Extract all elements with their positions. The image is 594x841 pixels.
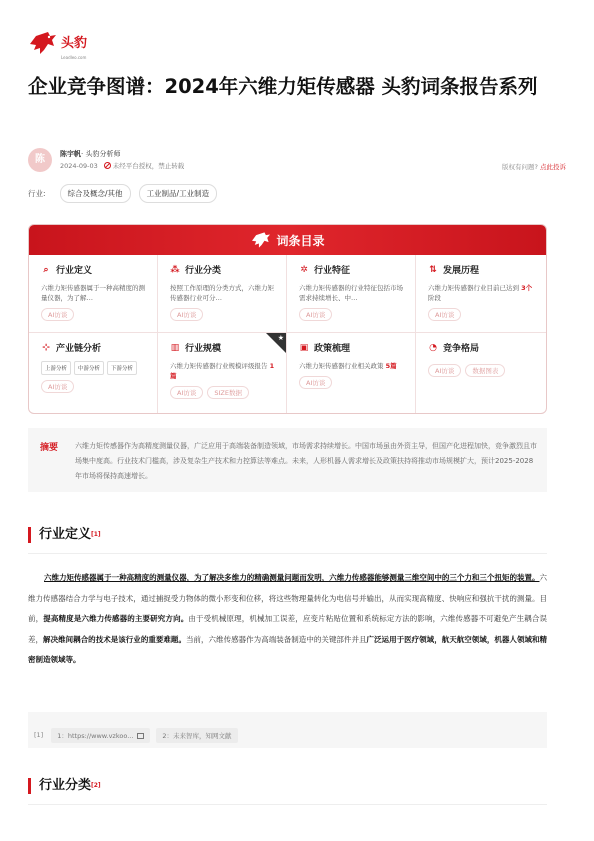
copyright-report	[502, 162, 566, 171]
toc-cell-title: 行业分类	[185, 266, 222, 276]
report-count: 1篇	[170, 362, 275, 380]
toc-cell-desc: 按照工作原理的分类方式，六维力矩传感器行业可分…	[170, 284, 274, 302]
classification-icon: ⁂	[170, 264, 180, 275]
summary-label: 摘要	[40, 443, 59, 453]
history-icon: ⇅	[429, 264, 437, 275]
ai-interview-button[interactable]: AI访谈	[170, 308, 203, 321]
industry-tag[interactable]: 工业制品/工业制造	[139, 184, 218, 203]
summary-box	[28, 428, 547, 492]
author-name-line	[60, 149, 120, 159]
feature-icon: ✲	[300, 264, 308, 275]
leopard-icon	[250, 231, 272, 249]
industry-row	[28, 184, 225, 202]
toc-cell-definition[interactable]	[29, 255, 158, 333]
toc-cell-competition[interactable]	[416, 333, 547, 413]
definition-icon: ⌕	[43, 264, 49, 275]
report-title: 企业竞争图谱：2024年六维力矩传感器 头豹词条报告系列	[28, 75, 538, 98]
toc-cell-classification[interactable]	[158, 255, 287, 333]
ai-interview-button[interactable]: AI访谈	[428, 364, 461, 377]
scale-icon: ▥	[170, 342, 180, 353]
toc-grid	[29, 255, 546, 413]
reference-bar	[28, 712, 547, 748]
upstream-tag[interactable]: 上游分析	[41, 361, 71, 375]
industry-label: 行业:	[28, 188, 46, 198]
toc-header	[29, 225, 546, 255]
toc-cell-title: 行业规模	[185, 344, 222, 354]
section-heading-definition: 行业定义[1]	[28, 527, 101, 543]
toc-cell-desc: 六维力矩传感器行业规模评级报告 1篇	[170, 362, 275, 380]
data-chart-button[interactable]: 数据图表	[465, 364, 505, 377]
toc-cell-desc: 六维力矩传感器属于一种高精度的测量仪器，为了解…	[41, 284, 145, 302]
ai-interview-button[interactable]: AI访谈	[299, 308, 332, 321]
size-data-button[interactable]: SIZE数据	[207, 386, 249, 399]
copyright-notice: 未经平台授权，禁止转载	[112, 162, 185, 170]
leopard-logo-icon	[28, 30, 58, 56]
toc-cell-title: 产业链分析	[56, 344, 102, 354]
toc-cell-title: 行业特征	[314, 266, 351, 276]
toc-cell-desc: 六维力矩传感器的行业特征包括市场需求持续增长、中…	[299, 284, 403, 302]
toc-cell-title: 行业定义	[56, 266, 93, 276]
toc-panel	[28, 224, 547, 414]
ai-interview-button[interactable]: AI访谈	[299, 376, 332, 389]
downstream-tag[interactable]: 下游分析	[107, 361, 137, 375]
toc-cell-title: 竞争格局	[443, 344, 480, 354]
toc-cell-desc: 六维力矩传感器行业相关政策 5篇	[299, 362, 397, 370]
toc-cell-features[interactable]	[287, 255, 416, 333]
toc-cell-scale[interactable]	[158, 333, 287, 413]
ai-interview-button[interactable]: AI访谈	[170, 386, 203, 399]
reference-index: [1]	[34, 731, 44, 739]
industry-tag[interactable]: 综合及概念/其他	[60, 184, 131, 203]
midstream-tag[interactable]: 中游分析	[74, 361, 104, 375]
author-name[interactable]: 陈宇帆	[60, 150, 81, 158]
brand-logo[interactable]	[28, 30, 88, 60]
stage-count: 3个	[521, 284, 533, 292]
divider	[28, 553, 547, 554]
competition-icon: ◔	[429, 342, 437, 353]
chain-icon: ⊹	[42, 342, 50, 353]
copy-icon[interactable]	[137, 733, 144, 739]
report-complaint-link[interactable]: 点此投诉	[540, 163, 566, 171]
toc-cell-history[interactable]	[416, 255, 547, 333]
toc-cell-policy[interactable]	[287, 333, 416, 413]
toc-cell-desc: 六维力矩传感器行业目前已达到 3个阶段	[428, 284, 533, 302]
author-meta	[60, 161, 184, 170]
publish-date: 2024-09-03	[60, 162, 98, 170]
ai-interview-button[interactable]: AI访谈	[428, 308, 461, 321]
brand-site: Leadleo.com	[61, 55, 87, 60]
policy-icon: ▣	[299, 342, 309, 353]
toc-cell-title: 发展历程	[443, 266, 480, 276]
reference-item[interactable]: 2：未来智库，知网文献	[156, 728, 237, 743]
footnote-ref[interactable]: [2]	[91, 782, 101, 789]
star-icon: ★	[277, 334, 284, 342]
report-hint-text: 版权有问题?	[501, 163, 538, 171]
ai-interview-button[interactable]: AI访谈	[41, 308, 74, 321]
author-role: · 头豹分析师	[81, 150, 121, 158]
author-row	[28, 148, 566, 174]
no-repost-icon	[104, 162, 111, 169]
footnote-ref[interactable]: [1]	[91, 531, 101, 538]
definition-lead: 六维力矩传感器属于一种高精度的测量仪器，为了解决多维力的精确测量问题而发明，六维力传感器能够测量三维空间中的三个力和三个扭矩的装置。	[44, 573, 540, 582]
summary-text: 六维力矩传感器作为高精度测量仪器，广泛应用于高端装备制造领域，市场需求持续增长。中国市场虽由外资主导，但国产化进程加快，竞争激烈且市场集中度高。行业技术门槛高，涉及复杂生产技术和力控算法等难点。未来，人形机器人需求增长及政策扶持将推动市场规模扩大，预计2025-2028年市场将保持高速增长。	[75, 442, 537, 480]
definition-paragraph: 六维力矩传感器属于一种高精度的测量仪器，为了解决多维力的精确测量问题而发明，六维力传感器能够测量三维空间中的三个力和三个扭矩的装置。六维力传感器结合力学与电子技术，通过捕捉受力物体的微小形变和位移，将这些物理量转化为电信号并输出，从而实现高精度、快响应和强抗干扰的测量。目前，提高精度是六维力传感器的主要研究方向。由于受机械原理，机械加工误差，应变片粘贴位置和系统标定方法的影响，六维传感器不可避免产生耦合误差，解决维间耦合的技术是该行业的重要难题。当前，六维传感器作为高端装备制造中的关键部件并且广泛运用于医疗领域，航天航空领域，机器人领域和精密制造领域等。	[28, 573, 548, 664]
avatar[interactable]: 陈	[28, 148, 52, 172]
toc-cell-chain[interactable]	[29, 333, 158, 413]
toc-cell-title: 政策梳理	[314, 344, 351, 354]
toc-title: 词条目录	[276, 234, 325, 248]
policy-count: 5篇	[385, 362, 397, 370]
ai-interview-button[interactable]: AI访谈	[41, 380, 74, 393]
reference-link[interactable]: 1：https://www.vzkoo...	[51, 728, 150, 743]
brand-name: 头豹	[61, 35, 88, 51]
section-heading-classification: 行业分类[2]	[28, 778, 101, 794]
divider	[28, 804, 547, 805]
